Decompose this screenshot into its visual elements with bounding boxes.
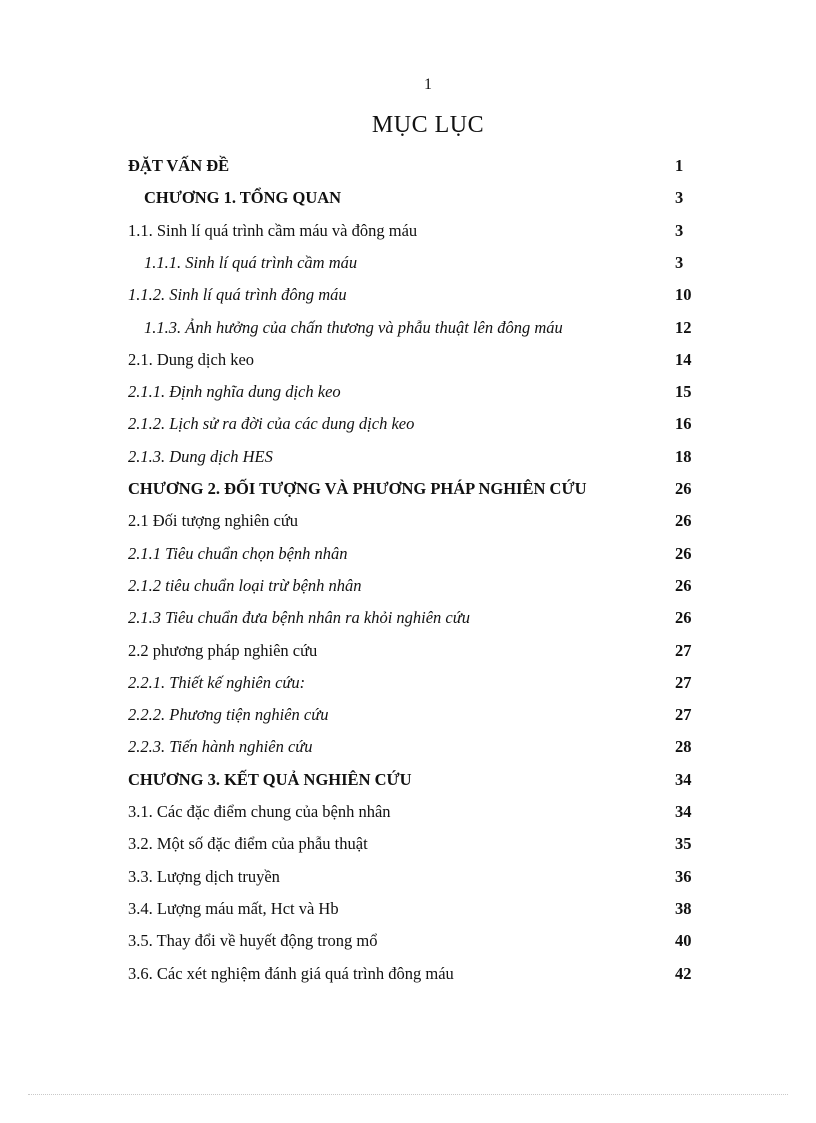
toc-entry-label: 3.5. Thay đổi về huyết động trong mổ (128, 931, 378, 951)
toc-entry[interactable] (0, 604, 816, 632)
toc-entry[interactable] (0, 443, 816, 471)
toc-entry-page: 26 (675, 479, 692, 498)
toc-entry[interactable] (0, 314, 816, 342)
toc-entry-page: 15 (675, 382, 692, 402)
toc-entry[interactable] (0, 669, 816, 697)
toc-entry[interactable] (0, 733, 816, 761)
toc-entry[interactable] (0, 346, 816, 374)
toc-entry-label: 2.1. Dung dịch keo (128, 349, 255, 369)
toc-entry-page: 28 (675, 737, 692, 757)
toc-entry-page: 14 (675, 349, 692, 369)
toc-entry-page: 26 (675, 575, 692, 595)
toc-entry-page: 3 (675, 252, 684, 272)
toc-entry[interactable] (0, 701, 816, 729)
toc-entry-page: 42 (675, 963, 692, 983)
toc-entry-label: 2.1.1. Định nghĩa dung dịch keo (128, 382, 341, 402)
toc-entry-label: 3.3. Lượng dịch truyền (128, 866, 280, 886)
toc-entry-page: 1 (675, 156, 684, 175)
toc-entry-page: 27 (675, 640, 692, 660)
toc-entry-page: 27 (675, 672, 692, 692)
toc-entry[interactable] (0, 572, 816, 600)
toc-entry-label: 3.4. Lượng máu mất, Hct và Hb (128, 898, 339, 918)
toc-entry-page: 27 (675, 705, 692, 725)
toc-entry-page: 12 (675, 317, 692, 337)
toc-entry-label: 1.1.2. Sinh lí quá trình đông máu (128, 285, 347, 305)
toc-entry[interactable] (0, 249, 816, 277)
toc-entry-label: 2.1.1 Tiêu chuẩn chọn bệnh nhân (128, 543, 348, 563)
toc-entry-page: 3 (675, 188, 684, 208)
toc-entry-page: 34 (675, 769, 692, 789)
toc-entry-label: 2.2.2. Phương tiện nghiên cứu (128, 705, 329, 725)
toc-entry-label: 2.2 phương pháp nghiên cứu (128, 640, 318, 660)
toc-entry-label: 3.1. Các đặc điểm chung của bệnh nhân (128, 802, 391, 821)
toc-entry-label: CHƯƠNG 3. KẾT QUẢ NGHIÊN CỨU (128, 769, 412, 789)
toc-entry-page: 10 (675, 285, 692, 305)
toc-entry[interactable] (0, 507, 816, 535)
toc-entry-label: 3.2. Một số đặc điểm của phẫu thuật (128, 834, 368, 854)
toc-entry-page: 26 (675, 511, 692, 531)
toc-entry-label: 2.2.3. Tiến hành nghiên cứu (128, 737, 313, 757)
toc-entry-label: 1.1.3. Ảnh hưởng của chấn thương và phẫu thuật lên đông máu (144, 317, 563, 337)
toc-entry[interactable] (0, 217, 816, 245)
toc-entry-label: CHƯƠNG 2. ĐỐI TƯỢNG VÀ PHƯƠNG PHÁP NGHIÊN CỨU (128, 479, 587, 498)
toc-entry-label: 2.1.3 Tiêu chuẩn đưa bệnh nhân ra khỏi nghiên cứu (128, 608, 471, 628)
toc-entry[interactable] (0, 410, 816, 438)
toc-entry[interactable] (0, 830, 816, 858)
toc-entry[interactable] (0, 637, 816, 665)
toc-entry-label: 3.6. Các xét nghiệm đánh giá quá trình đông máu (128, 963, 454, 983)
toc-entry-label: 2.2.1. Thiết kế nghiên cứu: (128, 672, 306, 692)
toc-entry[interactable] (0, 766, 816, 794)
toc-entry-page: 35 (675, 834, 692, 854)
toc-title: MỤC LỤC (371, 112, 485, 138)
toc-entry[interactable] (0, 540, 816, 568)
toc-entry[interactable] (0, 927, 816, 955)
toc-entry-page: 3 (675, 220, 684, 240)
toc-entry-page: 26 (675, 608, 692, 628)
toc-entry[interactable] (0, 475, 816, 503)
toc-entry[interactable] (0, 378, 816, 406)
toc-entry-page: 26 (675, 543, 692, 563)
toc-entry-page: 40 (675, 931, 692, 951)
toc-entry-page: 34 (675, 802, 692, 821)
toc-entry-label: 2.1.3. Dung dịch HES (128, 446, 273, 466)
toc-entry-page: 18 (675, 446, 692, 466)
toc-entry-label: 2.1 Đối tượng nghiên cứu (128, 511, 299, 531)
toc-entry[interactable] (0, 960, 816, 988)
toc-entry[interactable] (0, 281, 816, 309)
toc-entry-label: CHƯƠNG 1. TỔNG QUAN (144, 188, 342, 208)
toc-entry-page: 16 (675, 414, 692, 434)
toc-entry-page: 38 (675, 898, 692, 918)
toc-entry[interactable] (0, 798, 816, 826)
toc-entry[interactable] (0, 184, 816, 212)
toc-entry[interactable] (0, 895, 816, 923)
toc-entry-label: 1.1.1. Sinh lí quá trình cầm máu (144, 252, 358, 272)
toc-entry-label: 1.1. Sinh lí quá trình cầm máu và đông máu (128, 220, 418, 240)
toc-entry[interactable] (0, 863, 816, 891)
toc-entry-page: 36 (675, 866, 692, 886)
toc-entry-label: ĐẶT VẤN ĐỀ (128, 156, 230, 175)
page-number: 1 (424, 76, 432, 93)
toc-entry-label: 2.1.2 tiêu chuẩn loại trừ bệnh nhân (128, 575, 362, 595)
page-bottom-divider (28, 1094, 788, 1095)
toc-entry[interactable] (0, 152, 816, 180)
toc-entry-label: 2.1.2. Lịch sử ra đời của các dung dịch keo (128, 414, 415, 434)
